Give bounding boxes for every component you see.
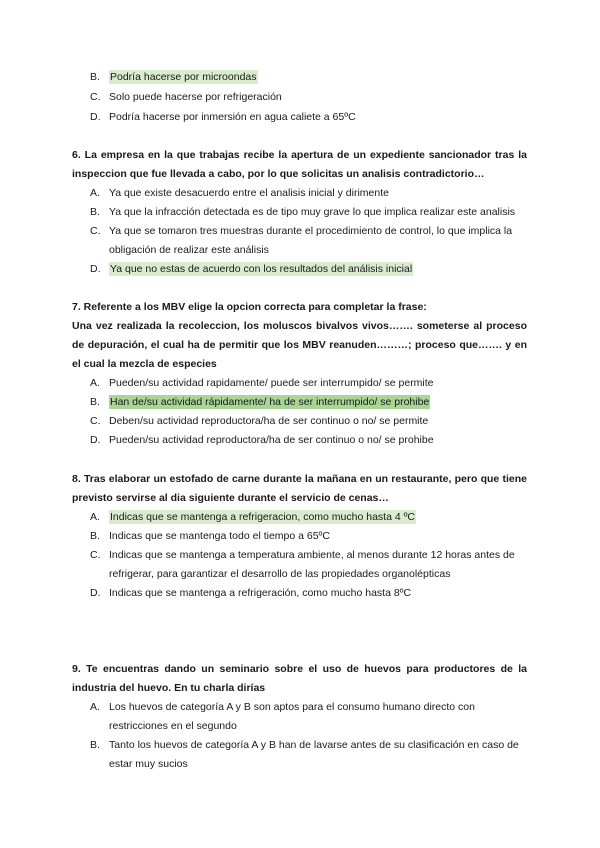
option-text: Podría hacerse por microondas <box>110 71 257 83</box>
option-letter: B. <box>90 530 100 542</box>
option-letter: B. <box>90 71 100 83</box>
option-letter: A. <box>90 701 100 713</box>
option-letter: C. <box>90 415 101 427</box>
question-text: 7. Referente a los MBV elige la opcion correcta para completar la frase: <box>72 301 427 313</box>
option-letter: D. <box>90 587 101 599</box>
option-text: Tanto los huevos de categoría A y B han de lavarse antes de su clasificación en caso de estar muy sucios <box>109 739 519 770</box>
option-text: Solo puede hacerse por refrigeración <box>109 91 282 103</box>
option-text: Pueden/su actividad reproductora/ha de ser continuo o no/ se prohibe <box>109 434 434 446</box>
option-text: Indicas que se mantenga a refrigeracion, como mucho hasta 4 ºC <box>110 511 416 523</box>
option-text: Ya que no estas de acuerdo con los resultados del análisis inicial <box>110 263 413 275</box>
option-letter: D. <box>90 263 101 275</box>
question-9 <box>72 660 527 698</box>
option-letter: A. <box>90 511 100 523</box>
option-text: Indicas que se mantenga a temperatura ambiente, al menos durante 12 horas antes de refrigerar, para garantizar el desarrollo de las propiedades organolépticas <box>109 549 515 580</box>
question-7 <box>72 298 527 374</box>
option-letter: A. <box>90 377 100 389</box>
question-text: 9. Te encuentras dando un seminario sobre el uso de huevos para productores de la industria del huevo. En tu charla dirías <box>72 663 527 694</box>
option-text: Deben/su actividad reproductora/ha de ser continuo o no/ se permite <box>109 415 429 427</box>
question-6 <box>72 146 527 184</box>
option-text: Podría hacerse por inmersión en agua caliete a 65ºC <box>109 111 356 123</box>
option-text: Pueden/su actividad rapidamente/ puede ser interrumpido/ se permite <box>109 377 434 389</box>
option-letter: B. <box>90 396 100 408</box>
option-letter: C. <box>90 91 101 103</box>
option-letter: B. <box>90 739 100 751</box>
option-text: Ya que existe desacuerdo entre el analisis inicial y dirimente <box>109 187 389 199</box>
option-letter: A. <box>90 187 100 199</box>
option-text: Los huevos de categoría A y B son aptos para el consumo humano directo con restricciones en el segundo <box>109 701 475 732</box>
option-text: Ya que se tomaron tres muestras durante el procedimiento de control, lo que implica la obligación de realizar este análisis <box>109 225 513 256</box>
option-text: Ya que la infracción detectada es de tipo muy grave lo que implica realizar este analisis <box>109 206 516 218</box>
option-text: Indicas que se mantenga todo el tiempo a 65ºC <box>109 530 330 542</box>
question-text-continued: Una vez realizada la recoleccion, los moluscos bivalvos vivos……. someterse al proceso de depuración, el cual ha de permitir que los MBV reanuden………; proceso que……. y en el cual la mezcla de especies <box>72 320 527 370</box>
option-text: Han de/su actividad rápidamente/ ha de ser interrumpido/ se prohibe <box>110 396 430 408</box>
option-text: Indicas que se mantenga a refrigeración, como mucho hasta 8ºC <box>109 587 412 599</box>
option-letter: B. <box>90 206 100 218</box>
option-letter: C. <box>90 549 101 561</box>
option-letter: D. <box>90 434 101 446</box>
option-letter: C. <box>90 225 101 237</box>
question-8 <box>72 470 527 508</box>
question-text: 6. La empresa en la que trabajas recibe la apertura de un expediente sancionador tras la inspeccion que fue llevada a cabo, por lo que solicitas un analisis contradictorio… <box>72 149 527 180</box>
question-text: 8. Tras elaborar un estofado de carne durante la mañana en un restaurante, pero que tiene previsto servirse al dia siguiente durante el servicio de cenas… <box>72 473 527 504</box>
option-letter: D. <box>90 111 101 123</box>
